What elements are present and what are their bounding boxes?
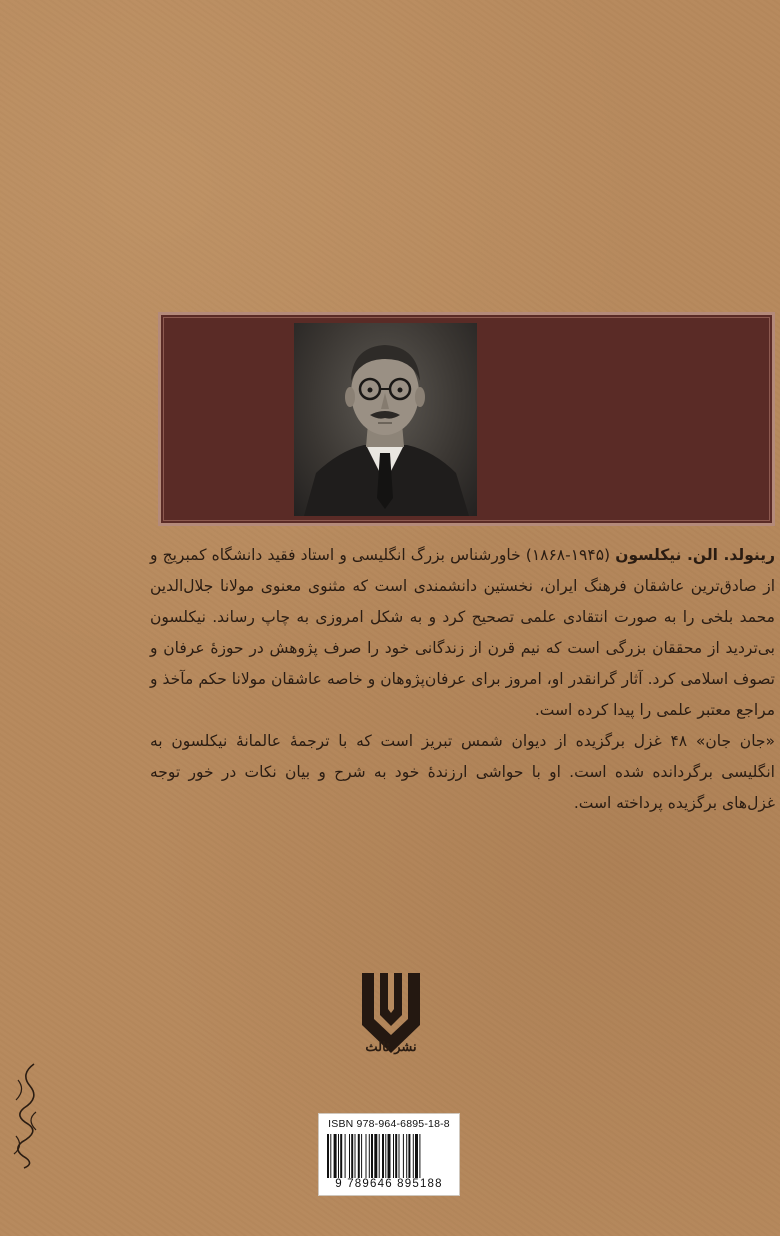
barcode-bar xyxy=(330,1134,331,1178)
barcode-bar xyxy=(399,1134,400,1178)
bio-line: چاپ رساند. نیکلسون بی‌تردید از محققان بزرگی است که نیم قرن از xyxy=(150,608,775,657)
isbn-label: ISBN 978-964-6895-18-8 xyxy=(328,1118,450,1130)
barcode-bar xyxy=(393,1134,394,1178)
bio-line: آثار گرانقدر او، امروز برای عرفان‌پژوهان و خاصه عاشقان مولانا حکم xyxy=(198,670,643,688)
bio-line: عالمانهٔ نیکلسون به انگلیسی برگردانده شده است. او با حواشی ارزندهٔ xyxy=(150,732,775,781)
barcode-bar xyxy=(340,1134,342,1178)
barcode-bar xyxy=(327,1134,329,1178)
author-portrait xyxy=(294,323,477,516)
barcode-bar xyxy=(338,1134,339,1178)
barcode-bar xyxy=(385,1134,386,1178)
barcode-bar xyxy=(415,1134,418,1178)
barcode-bar xyxy=(382,1134,384,1178)
bio-line: بلخی را به صورت انتقادی علمی تصحیح کرد و به شکل امروزی به xyxy=(296,608,734,626)
barcode-bars xyxy=(327,1134,451,1178)
barcode-bar xyxy=(408,1134,410,1178)
barcode-bar xyxy=(366,1134,367,1178)
barcode-bar xyxy=(358,1134,360,1178)
barcode-bar xyxy=(369,1134,370,1178)
bio-line: استاد فقید دانشگاه کمبریج و از صادق‌ترین عاشقان فرهنگ ایران، xyxy=(150,546,775,595)
author-biography xyxy=(150,540,775,819)
bio-line: مآخذ و مراجع معتبر علمی را پیدا کرده است. xyxy=(150,670,775,719)
bio-line: زندگانی خود را صرف پژوهش در حوزهٔ عرفان و تصوف اسلامی کرد. xyxy=(150,639,775,688)
barcode-bar xyxy=(355,1134,356,1178)
barcode-bar xyxy=(349,1134,350,1178)
isbn-barcode xyxy=(318,1113,460,1196)
barcode-bar xyxy=(406,1134,407,1178)
barcode-bar xyxy=(379,1134,380,1178)
barcode-bar xyxy=(374,1134,377,1178)
author-name: رینولد. الن. نیکلسون xyxy=(615,546,775,564)
bio-line: نخستین دانشمندی است که مثنوی معنوی مولانا جلال‌الدین محمد xyxy=(150,577,775,626)
barcode-bar xyxy=(371,1134,373,1178)
barcode-bar xyxy=(351,1134,353,1178)
publisher-name: نشر ثالث xyxy=(365,1040,417,1055)
barcode-bar xyxy=(334,1134,337,1178)
bio-line: خود به شرح و بیان نکات در خور توجه غزل‌های برگزیده پرداخته است. xyxy=(150,763,775,812)
designer-signature xyxy=(6,1060,46,1170)
publisher-logo-icon xyxy=(358,965,424,1075)
bio-line: «جان جان» ۴۸ غزل برگزیده از دیوان شمس تبریز است که با ترجمهٔ xyxy=(289,732,775,750)
bio-paragraph-1 xyxy=(150,540,775,726)
barcode-bar xyxy=(345,1134,346,1178)
barcode-bar xyxy=(395,1134,397,1178)
barcode-bar xyxy=(361,1134,362,1178)
barcode-bar xyxy=(413,1134,414,1178)
barcode-bar xyxy=(388,1134,391,1178)
barcode-bar xyxy=(403,1134,404,1178)
bio-line: (۱۹۴۵-۱۸۶۸) خاورشناس بزرگ انگلیسی و xyxy=(339,546,611,564)
barcode-bar xyxy=(419,1134,420,1178)
barcode-digits: 9 789646 895188 xyxy=(335,1178,443,1190)
bio-paragraph-2 xyxy=(150,726,775,819)
